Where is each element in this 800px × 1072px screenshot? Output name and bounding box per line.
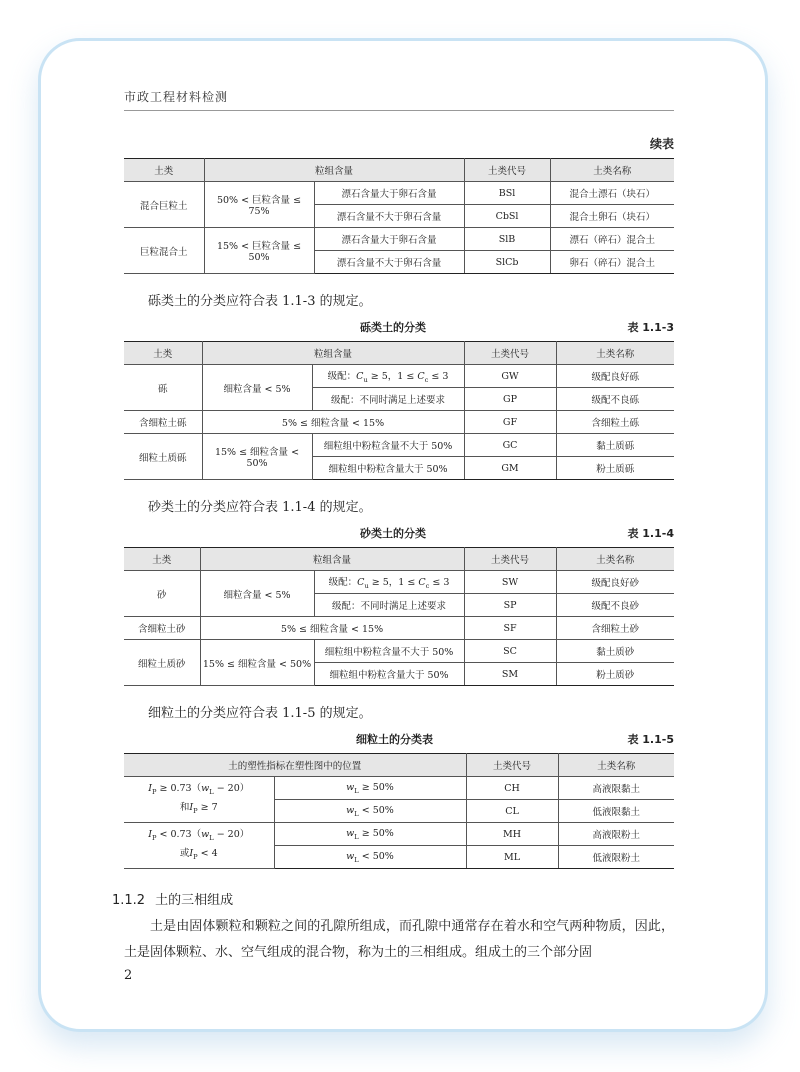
name-cell: 粉土质砾: [556, 457, 674, 480]
table-row: [124, 365, 674, 388]
soil-type-cell: 含细粒土砾: [124, 411, 202, 434]
table-fine-soil: [124, 753, 674, 869]
code-cell: SM: [464, 663, 556, 686]
table-row: [124, 640, 674, 663]
code-cell: GF: [464, 411, 556, 434]
table-row: [124, 777, 674, 800]
code-cell: SP: [464, 594, 556, 617]
table-header-row: [124, 342, 674, 365]
soil-type-cell: 细粒土质砂: [124, 640, 200, 686]
header-cell: 土类名称: [556, 548, 674, 571]
table-row: [124, 823, 674, 846]
soil-type-cell: 砾: [124, 365, 202, 411]
name-cell: 级配不良砾: [556, 388, 674, 411]
section-number: 1.1.2: [112, 893, 146, 908]
name-cell: 低液限黏土: [558, 800, 674, 823]
header-cell: 土类: [124, 548, 200, 571]
table-5-caption: [124, 731, 674, 747]
table-3-caption: [124, 319, 674, 335]
condition-cell: 细粒组中粉粒含量不大于 50%: [314, 640, 464, 663]
name-cell: 级配良好砂: [556, 571, 674, 594]
header-cell: 土类代号: [464, 159, 550, 182]
table-5-number: 表 1.1-5: [627, 733, 674, 746]
header-cell: 粒组含量: [200, 548, 464, 571]
table-row: [124, 434, 674, 457]
code-cell: GP: [464, 388, 556, 411]
code-cell: SlCb: [464, 251, 550, 274]
condition-cell: 漂石含量不大于卵石含量: [314, 251, 464, 274]
table-4-title: 砂类土的分类: [360, 527, 426, 540]
code-cell: SF: [464, 617, 556, 640]
code-cell: BSl: [464, 182, 550, 205]
table-header-row: [124, 548, 674, 571]
range-cell: 细粒含量 < 5%: [202, 365, 312, 411]
table-row: [124, 617, 674, 640]
table-gravel: [124, 341, 674, 480]
running-header: 市政工程材料检测: [124, 88, 674, 111]
body-paragraph: 土是由固体颗粒和颗粒之间的孔隙所组成，而孔隙中通常存在着水和空气两种物质，因此，土是固体颗粒、水、空气组成的混合物，称为土的三相组成。组成土的三个部分固: [124, 919, 674, 960]
header-cell: 土类代号: [466, 754, 558, 777]
table-sand: [124, 547, 674, 686]
document-page: [112, 88, 674, 966]
table-3-number: 表 1.1-3: [627, 321, 674, 334]
soil-type-cell: 混合巨粒土: [124, 182, 204, 228]
code-cell: ML: [466, 846, 558, 869]
name-cell: 含细粒土砾: [556, 411, 674, 434]
code-cell: CL: [466, 800, 558, 823]
code-cell: GC: [464, 434, 556, 457]
name-cell: 低液限粉土: [558, 846, 674, 869]
section-title: 土的三相组成: [155, 893, 234, 908]
code-cell: GW: [464, 365, 556, 388]
code-cell: SC: [464, 640, 556, 663]
table-4-caption: [124, 525, 674, 541]
condition-cell: 级配：$C_u \ge 5$，$1 \le C_c \le 3$: [314, 571, 464, 594]
header-cell: 土类代号: [464, 342, 556, 365]
header-cell: 土类名称: [550, 159, 674, 182]
header-cell: 土类: [124, 159, 204, 182]
name-cell: 级配不良砂: [556, 594, 674, 617]
name-cell: 黏土质砂: [556, 640, 674, 663]
soil-type-cell: 巨粒混合土: [124, 228, 204, 274]
table-3-title: 砾类土的分类: [360, 321, 426, 334]
name-cell: 高液限黏土: [558, 777, 674, 800]
range-cell: 15% < 巨粒含量 ≤ 50%: [204, 228, 314, 274]
header-cell: 粒组含量: [204, 159, 464, 182]
plasticity-group-cell: $I_P < 0.73(w_L - 20)$ 或$I_P < 4$: [124, 823, 274, 869]
section-heading: [112, 889, 674, 908]
code-cell: CbSl: [464, 205, 550, 228]
table-5-title: 细粒土的分类表: [356, 733, 433, 746]
code-cell: SW: [464, 571, 556, 594]
table-row: [124, 182, 674, 205]
intro-paragraph-table-3: 砾类土的分类应符合表 1.1-3 的规定。: [148, 294, 372, 309]
code-cell: MH: [466, 823, 558, 846]
code-cell: CH: [466, 777, 558, 800]
continued-table-label: 续表: [649, 137, 674, 151]
table-row: [124, 571, 674, 594]
code-cell: SlB: [464, 228, 550, 251]
table-4-number: 表 1.1-4: [627, 527, 674, 540]
name-cell: 混合土漂石（块石）: [550, 182, 674, 205]
range-cell: 5% ≤ 细粒含量 < 15%: [202, 411, 464, 434]
intro-paragraph-table-4: 砂类土的分类应符合表 1.1-4 的规定。: [148, 500, 372, 515]
range-cell: 50% < 巨粒含量 ≤ 75%: [204, 182, 314, 228]
table-header-row: [124, 754, 674, 777]
plasticity-group-cell: $I_P \ge 0.73(w_L - 20)$ 和$I_P \ge 7$: [124, 777, 274, 823]
condition-cell: 级配：不同时满足上述要求: [314, 594, 464, 617]
code-cell: GM: [464, 457, 556, 480]
range-cell: 5% ≤ 细粒含量 < 15%: [200, 617, 464, 640]
name-cell: 漂石（碎石）混合土: [550, 228, 674, 251]
condition-cell: 级配：不同时满足上述要求: [312, 388, 464, 411]
condition-cell: $w_L < 50\%$: [274, 846, 466, 869]
range-cell: 细粒含量 < 5%: [200, 571, 314, 617]
header-cell: 土的塑性指标在塑性图中的位置: [124, 754, 466, 777]
name-cell: 卵石（碎石）混合土: [550, 251, 674, 274]
condition-cell: $w_L \ge 50\%$: [274, 823, 466, 846]
header-cell: 土类代号: [464, 548, 556, 571]
condition-cell: 细粒组中粉粒含量大于 50%: [314, 663, 464, 686]
soil-type-cell: 含细粒土砂: [124, 617, 200, 640]
intro-paragraph-table-5: 细粒土的分类应符合表 1.1-5 的规定。: [148, 706, 372, 721]
condition-cell: $w_L < 50\%$: [274, 800, 466, 823]
condition-cell: 细粒组中粉粒含量不大于 50%: [312, 434, 464, 457]
condition-cell: 漂石含量大于卵石含量: [314, 228, 464, 251]
soil-type-cell: 细粒土质砾: [124, 434, 202, 480]
header-cell: 土类: [124, 342, 202, 365]
name-cell: 黏土质砾: [556, 434, 674, 457]
name-cell: 混合土卵石（块石）: [550, 205, 674, 228]
condition-cell: 漂石含量大于卵石含量: [314, 182, 464, 205]
page-number: 2: [124, 968, 133, 983]
header-cell: 土类名称: [556, 342, 674, 365]
table-continued: [124, 158, 674, 274]
name-cell: 含细粒土砂: [556, 617, 674, 640]
name-cell: 级配良好砾: [556, 365, 674, 388]
soil-type-cell: 砂: [124, 571, 200, 617]
header-cell: 土类名称: [558, 754, 674, 777]
name-cell: 高液限粉土: [558, 823, 674, 846]
header-cell: 粒组含量: [202, 342, 464, 365]
condition-cell: 细粒组中粉粒含量大于 50%: [312, 457, 464, 480]
name-cell: 粉土质砂: [556, 663, 674, 686]
condition-cell: 级配：$C_u \ge 5$，$1 \le C_c \le 3$: [312, 365, 464, 388]
condition-cell: $w_L \ge 50\%$: [274, 777, 466, 800]
table-row: [124, 228, 674, 251]
range-cell: 15% ≤ 细粒含量 < 50%: [202, 434, 312, 480]
range-cell: 15% ≤ 细粒含量 < 50%: [200, 640, 314, 686]
table-header-row: [124, 159, 674, 182]
table-row: [124, 411, 674, 434]
condition-cell: 漂石含量不大于卵石含量: [314, 205, 464, 228]
